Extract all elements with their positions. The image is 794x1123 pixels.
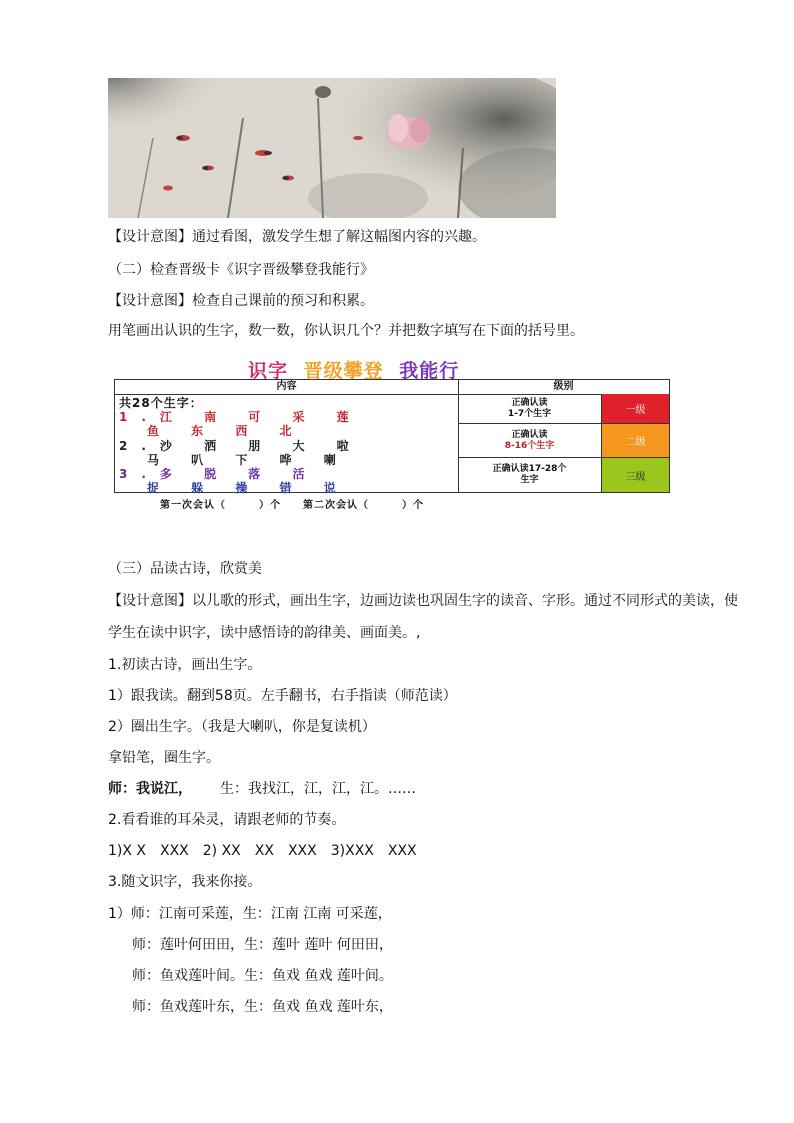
intent-paragraph-2: [108, 292, 374, 310]
char-row-4: [147, 453, 350, 467]
level-line-2: 生字: [520, 475, 539, 485]
level-badge: 二级: [601, 424, 669, 457]
row-chars: 沙 洒 朋 大 啦: [159, 439, 363, 453]
level-badge: 一级: [601, 394, 669, 423]
intent-text: 检查自己课前的预习和积累。: [192, 293, 374, 309]
lotus-painting-svg: [108, 78, 556, 218]
level-badge: 三级: [601, 458, 669, 492]
step-1a: 1）跟我读。翻到58页。左手翻书，右手指读（师范读）: [108, 688, 457, 704]
card-title-part-a: 识字: [248, 360, 289, 382]
level-line-2: 8-16个生字: [504, 440, 555, 451]
intent-text: 通过看图，激发学生想了解这幅图内容的兴趣。: [192, 229, 486, 245]
step-2a: 1)X X XXX 2) XX XX XXX 3)XXX XXX: [108, 843, 417, 859]
total-count: 共28个生字：: [119, 396, 203, 410]
lotus-painting-image: [108, 78, 556, 218]
step-1d: [108, 780, 416, 798]
row-chars: 鱼 东 西 北: [147, 424, 306, 438]
level-criteria: [458, 424, 601, 457]
level-card-table: [114, 379, 670, 493]
char-row-6: [147, 481, 350, 495]
teacher-line: 师：我说江，: [108, 781, 192, 797]
step-3b: 师：莲叶何田田，生：莲叶 莲叶 何田田，: [132, 937, 393, 953]
row-num: 2.: [119, 439, 160, 453]
step-1c: 拿铅笔，圈生字。: [108, 750, 220, 766]
row-chars: 马 叭 下 哗 喇: [147, 453, 350, 467]
step-2: 2.看看谁的耳朵灵，请跟老师的节奏。: [108, 812, 346, 828]
intent-text: 以儿歌的形式，画出生字，边画边读也巩固生字的读音、字形。通过不同形式的美读，使: [192, 593, 738, 609]
section-3-intent-line-2: 学生在读中识字，读中感悟诗的韵律美、画面美。,: [108, 625, 421, 641]
instruction-text: 用笔画出认识的生字，数一数，你认识几个？并把数字填写在下面的括号里。: [108, 323, 584, 339]
step-3: 3.随文识字，我来你接。: [108, 874, 262, 890]
intent-tag: 【设计意图】: [108, 293, 192, 309]
row-num: 3.: [119, 467, 160, 481]
intent-paragraph-1: [108, 228, 486, 246]
level-criteria: [458, 458, 601, 492]
level-line-1: 正确认读: [511, 429, 548, 440]
intent-tag: 【设计意图】: [108, 229, 192, 245]
step-3d: 师：鱼戏莲叶东，生：鱼戏 鱼戏 莲叶东，: [132, 999, 393, 1015]
column-header-content: 内容: [115, 380, 459, 395]
char-row-5: [119, 467, 318, 481]
row-chars: 江 南 可 采 莲: [159, 410, 363, 424]
level-criteria: [458, 394, 601, 423]
char-row-2: [147, 424, 306, 438]
step-3c: 师：鱼戏莲叶间。生：鱼戏 鱼戏 莲叶间。: [132, 968, 393, 984]
row-chars: 捉 躲 操 错 说: [147, 481, 350, 495]
card-footer: 第一次会认（ ）个 第二次会认（ ）个: [160, 500, 424, 511]
level-line-1: 正确认读: [511, 397, 548, 408]
step-1b: 2）圈出生字。（我是大喇叭，你是复读机）: [108, 719, 376, 735]
char-row-1: [119, 410, 363, 424]
level-row-1: [458, 394, 669, 424]
row-chars: 多 脱 落 活: [159, 467, 319, 481]
section-3-heading: （三）品读古诗，欣赏美: [108, 561, 262, 577]
step-3a: 1）师：江南可采莲，生：江南 江南 可采莲，: [108, 906, 392, 922]
intent-tag: 【设计意图】: [108, 593, 192, 609]
char-row-3: [119, 439, 363, 453]
row-num: 1.: [119, 410, 160, 424]
student-line: 生：我找江，江，江，江。……: [220, 781, 416, 797]
card-title-part-c: 我能行: [399, 360, 460, 382]
card-title-part-b: 晋级攀登: [303, 360, 384, 382]
level-row-2: [458, 424, 669, 458]
section-2-heading: （二）检查晋级卡《识字晋级攀登我能行》: [108, 262, 374, 278]
step-1: 1.初读古诗，画出生字。: [108, 657, 262, 673]
level-row-3: [458, 458, 669, 492]
character-list: [115, 394, 459, 495]
level-line-1: 正确认读17-28个: [492, 464, 567, 474]
level-line-2: 1-7个生字: [507, 408, 552, 419]
card-title: [248, 356, 578, 382]
section-3-intent-line-1: [108, 592, 738, 610]
column-header-level: 级别: [458, 380, 669, 395]
